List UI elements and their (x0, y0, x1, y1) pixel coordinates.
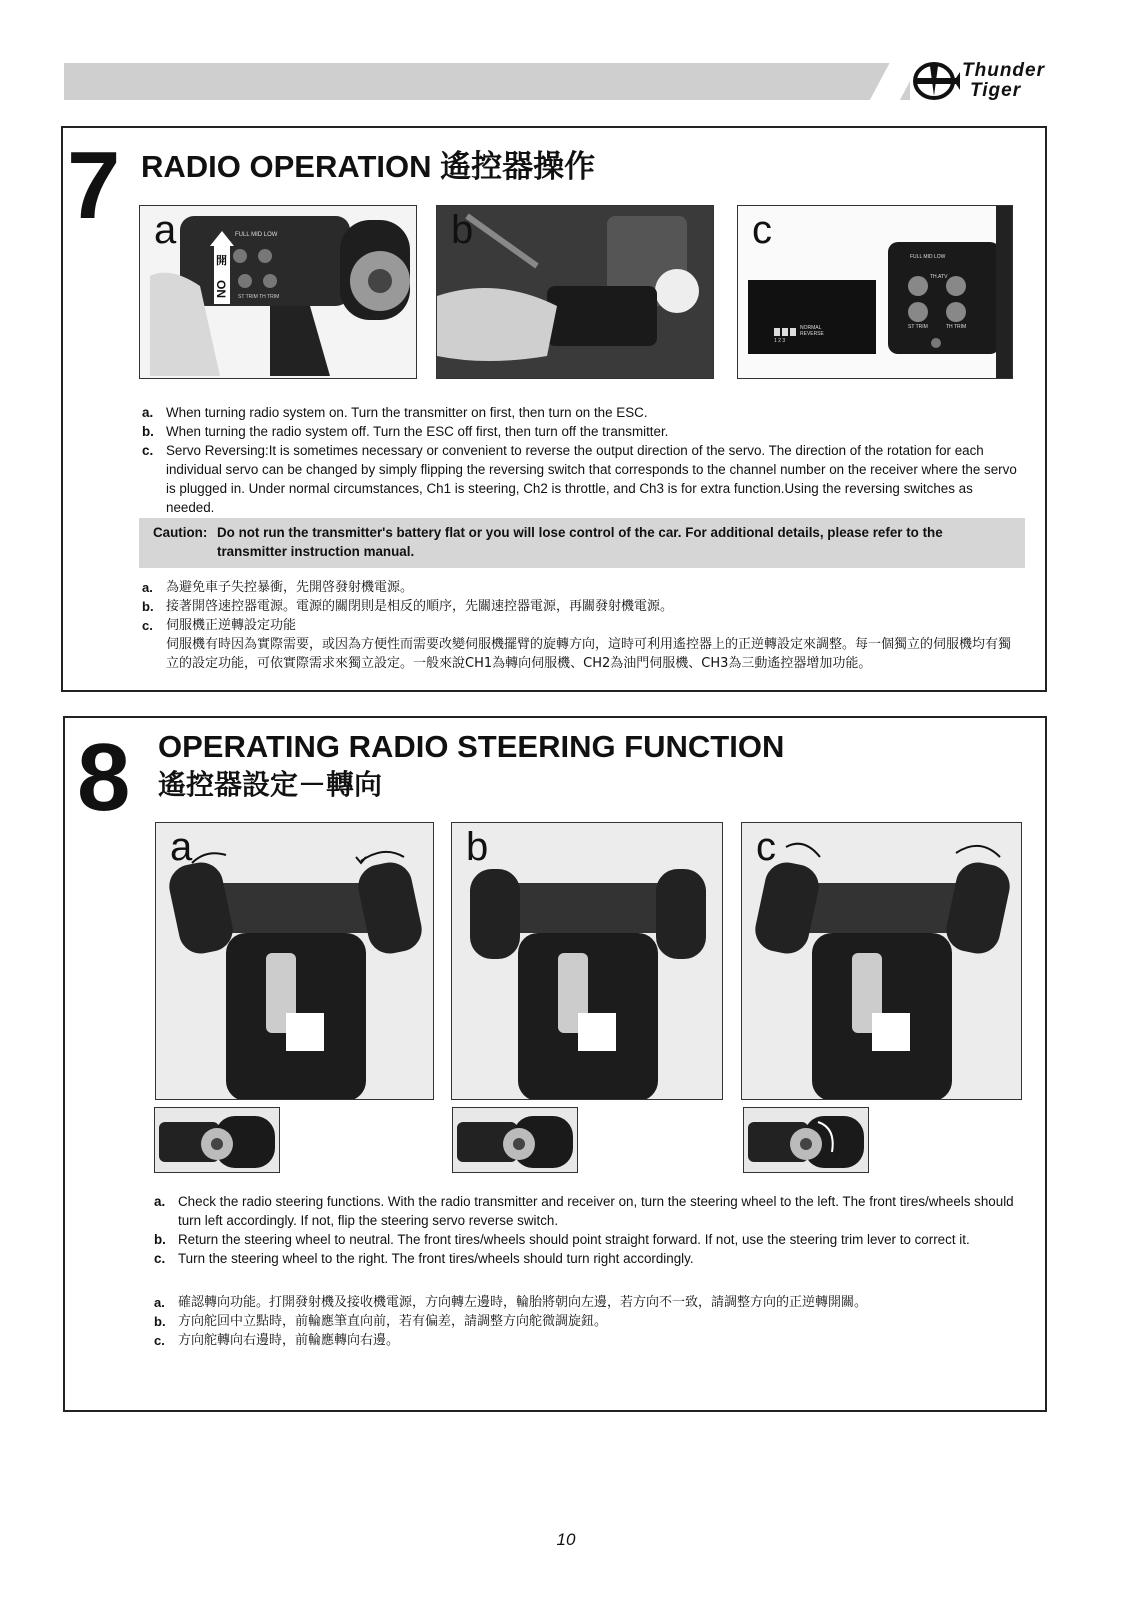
photo-label: a (170, 825, 193, 869)
rev-label-reverse: REVERSE (800, 331, 824, 337)
esc-illustration (437, 206, 714, 379)
logo-text-thunder: Thunder (962, 60, 1045, 81)
trim-labels: ST TRIM TH TRIM (238, 294, 280, 300)
photo-c-steer-right (741, 822, 1022, 1100)
list-item: a. 為避免車子失控暴衝，先開啓發射機電源。 (142, 580, 414, 595)
photo-b-esc (436, 205, 714, 379)
section-8-cn-instructions (154, 1293, 1024, 1350)
list-item: b. Return the steering wheel to neutral. The front tires/wheels should point straight forward. If not, use the steering trim lever to correct it. (154, 1232, 970, 1247)
list-item: c. Servo Reversing:It is sometimes necessary or convenient to reverse the output direction of the servo. The direction of the rotation for each individual servo can be changed by simply flipping the reversing switch that corresponds to the channel number on the receiver where the servo is plugged in. Under normal circumstances, Ch1 is steering, Ch2 is throttle, and Ch3 is for extra function.Using the reversing switches as needed. (142, 443, 1017, 515)
rev-label-normal: NORMAL (800, 325, 822, 331)
section-7-cn-instructions (142, 578, 1022, 673)
list-item: a. 確認轉向功能。打開發射機及接收機電源，方向轉左邊時，輪胎將朝向左邊，若方向不一致，請調整方向的正逆轉開關。 (154, 1295, 868, 1310)
section-title: RADIO OPERATION 遙控器操作 (141, 149, 596, 184)
section-number: 8 (77, 724, 131, 831)
caution-text: Do not run the transmitter's battery flat or you will lose control of the car. For additional details, please refer to the transmitter instruction manual. (217, 525, 943, 559)
photo-a-transmitter-switch (139, 205, 417, 379)
photo-a-steer-left (155, 822, 434, 1100)
section-number: 7 (67, 132, 121, 239)
list-item-detail: 伺服機有時因為實際需要，或因為方便性而需要改變伺服機擺臂的旋轉方向，這時可利用遙控器上的正逆轉設定來調整。每一個獨立的伺服機均有獨立的設定功能，可依實際需求來獨立設定。一般來說CH1為轉向伺服機、CH2為油門伺服機、CH3為三動遙控器增加功能。 (166, 637, 1012, 671)
list-item: c. Turn the steering wheel to the right. The front tires/wheels should turn right accordingly. (154, 1251, 694, 1266)
switch-label-on: ON (214, 280, 228, 298)
section-8-steering-function (63, 716, 1047, 1412)
knob-labels: FULL MID LOW (235, 232, 278, 238)
photo-b-steer-neutral (451, 822, 723, 1100)
photo-label: b (451, 208, 474, 252)
caution-box (139, 518, 1025, 568)
receiver-illustration (738, 206, 1013, 379)
chassis-neutral-illustration (452, 823, 723, 1100)
st-trim-label: ST TRIM (908, 324, 928, 330)
rev-channel-numbers: 1 2 3 (774, 338, 786, 344)
list-item: b. 接著開啓速控器電源。電源的關閉則是相反的順序，先關速控器電源，再關發射機電源。 (142, 599, 674, 614)
list-item: a. Check the radio steering functions. With the radio transmitter and receiver on, turn the steering wheel to the left. The front tires/wheels should turn left accordingly. If not, flip the steering servo reverse switch. (154, 1194, 1014, 1228)
photo-label: c (752, 208, 772, 252)
logo-emblem-icon (912, 58, 962, 104)
photo-label: c (756, 825, 776, 869)
list-item: c. 方向舵轉向右邊時，前輪應轉向右邊。 (154, 1333, 400, 1348)
section-7-en-instructions (142, 403, 1022, 517)
list-item: a. When turning radio system on. Turn the transmitter on first, then turn on the ESC. (142, 405, 648, 420)
dr-label: TH.ATV (930, 274, 948, 280)
chassis-right-illustration (742, 823, 1022, 1100)
list-item: b. 方向舵回中立點時，前輪應筆直向前，若有偏差，請調整方向舵微調旋鈕。 (154, 1314, 608, 1329)
header-bar (64, 63, 910, 100)
list-item: b. When turning the radio system off. Turn the ESC off first, then turn off the transmitter. (142, 424, 669, 439)
chassis-left-illustration (156, 823, 434, 1100)
caution-label: Caution: (153, 525, 208, 540)
section-title-cn: 遙控器設定－轉向 (158, 768, 383, 801)
list-item: c. 伺服機正逆轉設定功能 (142, 618, 297, 633)
thunder-tiger-logo (912, 58, 1072, 104)
th-trim-label: TH TRIM (946, 324, 967, 330)
section-8-en-instructions (154, 1192, 1024, 1268)
knob-labels: FULL MID LOW (910, 254, 946, 260)
photo-c-reversing-switches (737, 205, 1013, 379)
photo-label: b (466, 825, 489, 869)
transmitter-thumb-c (743, 1107, 869, 1173)
section-title-en: OPERATING RADIO STEERING FUNCTION (158, 729, 785, 764)
transmitter-illustration (140, 206, 417, 379)
transmitter-thumb-b (452, 1107, 578, 1173)
page-number: 10 (556, 1530, 576, 1549)
transmitter-thumb-a (154, 1107, 280, 1173)
section-7-radio-operation (61, 126, 1047, 692)
logo-text-tiger: Tiger (970, 80, 1022, 101)
switch-label-cjk: 開 (216, 254, 227, 267)
photo-label: a (154, 208, 177, 252)
